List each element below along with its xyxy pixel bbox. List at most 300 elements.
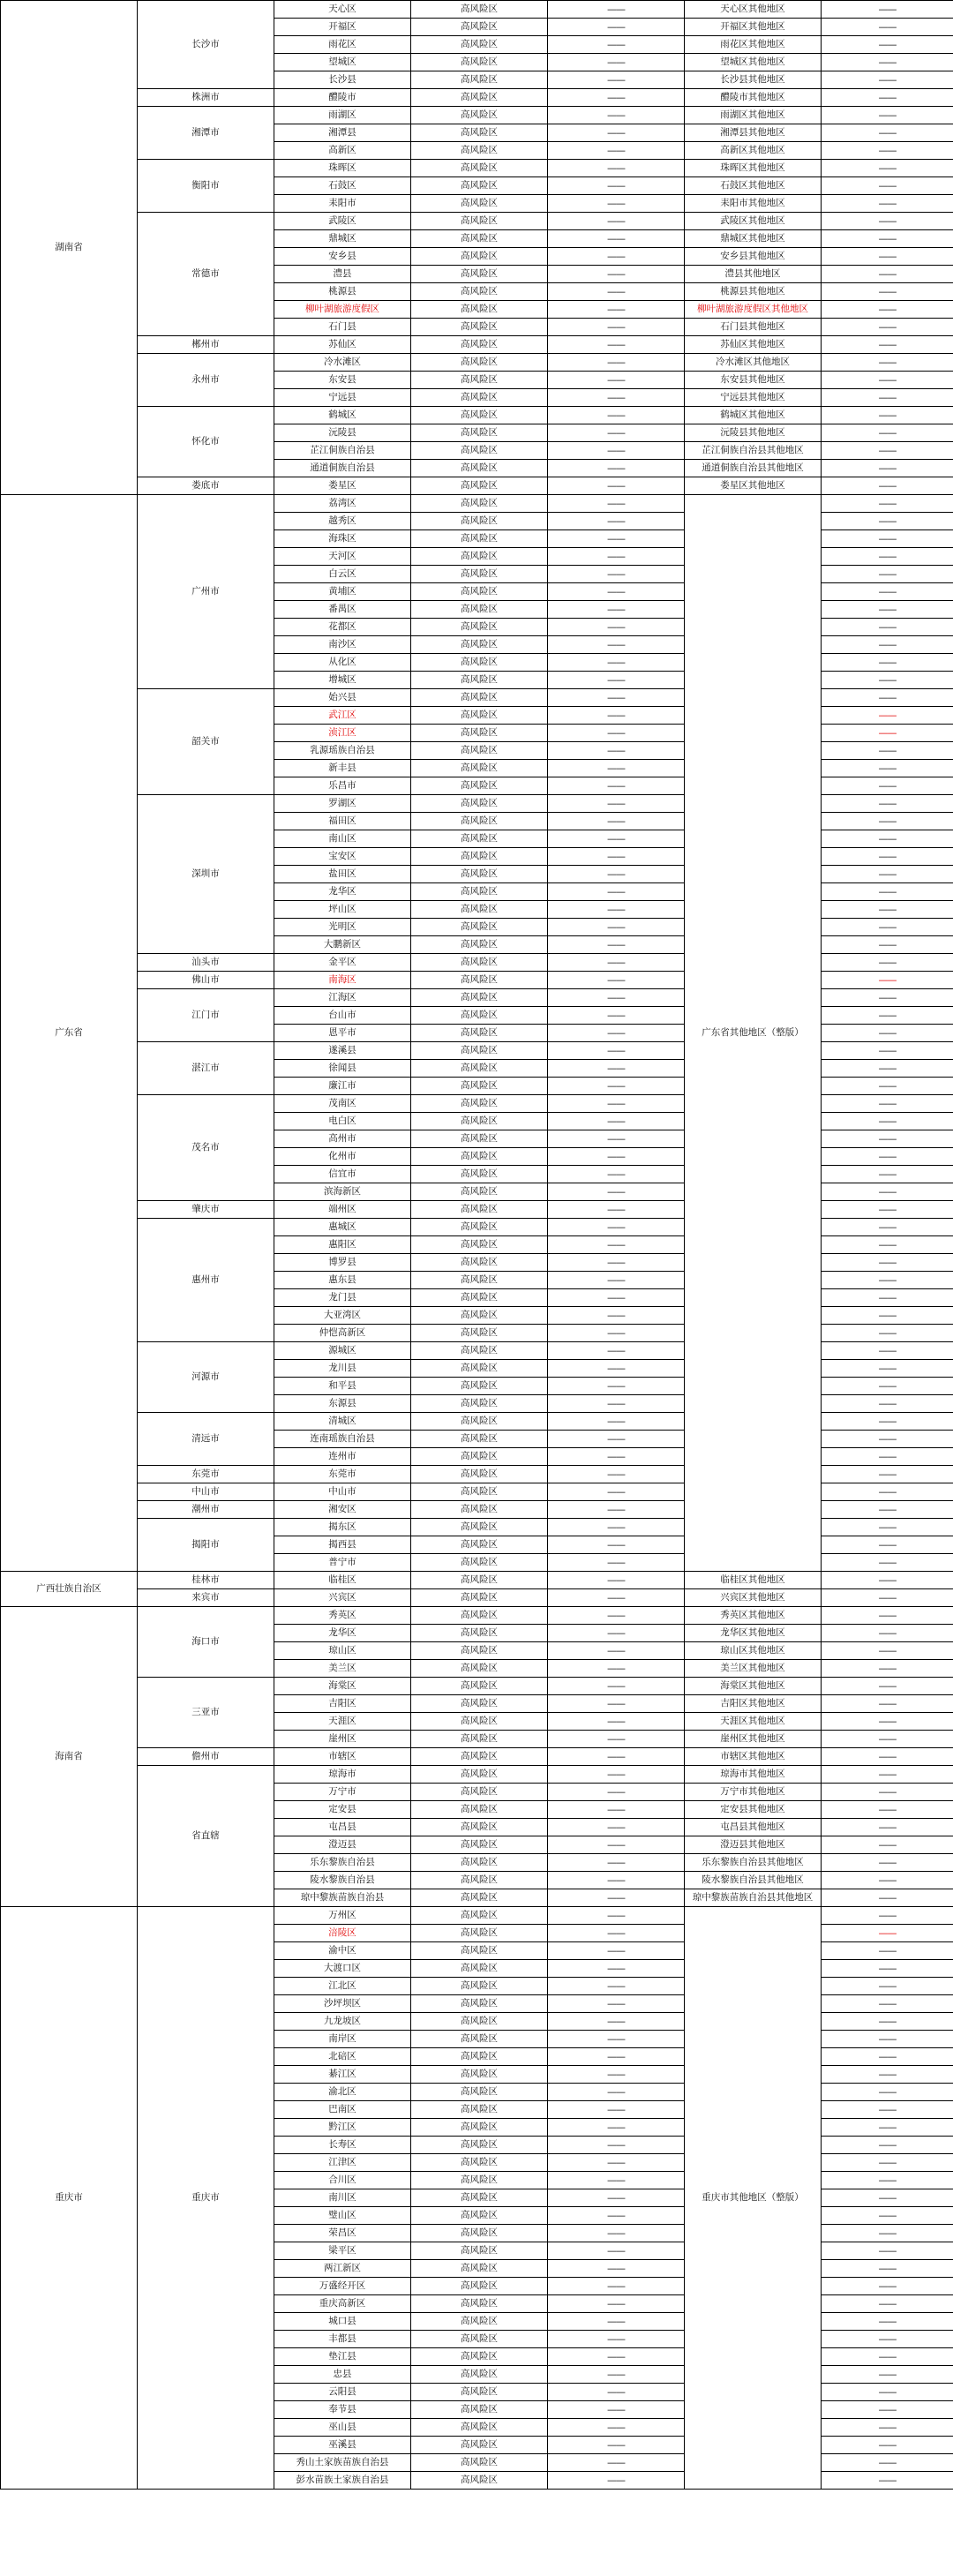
dash-cell: —— (822, 2137, 953, 2154)
risk-level-cell: 高风险区 (411, 601, 548, 619)
district-cell: 鼎城区 (274, 230, 411, 248)
risk-level-cell: 高风险区 (411, 725, 548, 742)
dash-cell: —— (548, 1660, 685, 1678)
dash-cell: —— (548, 654, 685, 672)
risk-level-cell: 高风险区 (411, 230, 548, 248)
risk-level-cell: 高风险区 (411, 1925, 548, 1942)
other-area-cell: 柳叶湖旅游度假区其他地区 (685, 301, 822, 319)
district-cell: 綦江区 (274, 2066, 411, 2084)
risk-level-cell: 高风险区 (411, 1731, 548, 1748)
province-cell: 广西壮族自治区 (1, 1572, 138, 1607)
table-row (1, 1678, 953, 1695)
district-cell: 宁远县 (274, 389, 411, 407)
dash-cell: —— (822, 2366, 953, 2384)
other-area-cell: 临桂区其他地区 (685, 1572, 822, 1589)
dash-cell: —— (822, 1448, 953, 1466)
district-cell: 琼海市 (274, 1766, 411, 1784)
dash-cell: —— (822, 919, 953, 936)
risk-level-cell: 高风险区 (411, 1148, 548, 1166)
table-row (1, 495, 953, 513)
dash-cell: —— (548, 2172, 685, 2189)
other-area-cell: 吉阳区其他地区 (685, 1695, 822, 1713)
other-area-cell: 琼山区其他地区 (685, 1642, 822, 1660)
dash-cell: —— (822, 1413, 953, 1431)
dash-cell: —— (548, 283, 685, 301)
other-area-cell: 琼海市其他地区 (685, 1766, 822, 1784)
district-cell: 娄星区 (274, 477, 411, 495)
risk-level-cell: 高风险区 (411, 866, 548, 883)
dash-cell: —— (822, 1025, 953, 1042)
dash-cell: —— (548, 1854, 685, 1872)
city-cell: 湛江市 (138, 1042, 274, 1095)
dash-cell: —— (822, 354, 953, 372)
dash-cell: —— (548, 972, 685, 989)
risk-level-cell: 高风险区 (411, 1378, 548, 1395)
dash-cell: —— (548, 1942, 685, 1960)
city-cell: 怀化市 (138, 407, 274, 477)
other-area-cell: 雨花区其他地区 (685, 36, 822, 54)
risk-level-cell: 高风险区 (411, 848, 548, 866)
dash-cell: —— (822, 883, 953, 901)
dash-cell: —— (548, 2437, 685, 2454)
dash-cell: —— (548, 1448, 685, 1466)
dash-cell: —— (548, 1695, 685, 1713)
dash-cell: —— (548, 1395, 685, 1413)
risk-level-cell: 高风险区 (411, 2366, 548, 2384)
risk-level-cell: 高风险区 (411, 2225, 548, 2242)
risk-level-cell: 高风险区 (411, 2419, 548, 2437)
dash-cell: —— (822, 2331, 953, 2348)
dash-cell: —— (822, 248, 953, 266)
dash-cell: —— (548, 1166, 685, 1183)
district-cell: 新丰县 (274, 760, 411, 777)
district-cell: 南海区 (274, 972, 411, 989)
dash-cell: —— (822, 424, 953, 442)
table-row (1, 1766, 953, 1784)
dash-cell: —— (548, 1960, 685, 1978)
district-cell: 海珠区 (274, 530, 411, 548)
dash-cell: —— (822, 689, 953, 707)
risk-level-cell: 高风险区 (411, 424, 548, 442)
dash-cell: —— (822, 1819, 953, 1836)
dash-cell: —— (548, 1907, 685, 1925)
risk-level-cell: 高风险区 (411, 2207, 548, 2225)
dash-cell: —— (822, 2437, 953, 2454)
district-cell: 万州区 (274, 1907, 411, 1925)
other-area-cell: 长沙县其他地区 (685, 71, 822, 89)
district-cell: 秀山土家族苗族自治县 (274, 2454, 411, 2472)
district-cell: 长寿区 (274, 2137, 411, 2154)
dash-cell: —— (548, 2419, 685, 2437)
district-cell: 定安县 (274, 1801, 411, 1819)
table-row (1, 477, 953, 495)
dash-cell: —— (822, 1254, 953, 1272)
district-cell: 渝北区 (274, 2084, 411, 2101)
risk-level-cell: 高风险区 (411, 1907, 548, 1925)
dash-cell: —— (548, 1431, 685, 1448)
dash-cell: —— (548, 2066, 685, 2084)
district-cell: 清城区 (274, 1413, 411, 1431)
district-cell: 江津区 (274, 2154, 411, 2172)
province-cell: 湖南省 (1, 1, 138, 495)
dash-cell: —— (548, 1307, 685, 1325)
dash-cell: —— (548, 2084, 685, 2101)
other-area-cell: 高新区其他地区 (685, 142, 822, 160)
city-cell: 海口市 (138, 1607, 274, 1678)
dash-cell: —— (548, 107, 685, 124)
risk-level-cell: 高风险区 (411, 813, 548, 830)
dash-cell: —— (822, 1236, 953, 1254)
dash-cell: —— (822, 1466, 953, 1483)
dash-cell: —— (548, 1978, 685, 1995)
dash-cell: —— (822, 1731, 953, 1748)
dash-cell: —— (822, 1148, 953, 1166)
risk-level-cell: 高风险区 (411, 1307, 548, 1325)
district-cell: 湘潭县 (274, 124, 411, 142)
risk-level-cell: 高风险区 (411, 1678, 548, 1695)
dash-cell: —— (548, 1095, 685, 1113)
risk-level-cell: 高风险区 (411, 2472, 548, 2490)
dash-cell: —— (548, 1078, 685, 1095)
dash-cell: —— (548, 2154, 685, 2172)
risk-level-cell: 高风险区 (411, 1183, 548, 1201)
dash-cell: —— (548, 1289, 685, 1307)
city-cell: 省直辖 (138, 1766, 274, 1907)
risk-level-cell: 高风险区 (411, 71, 548, 89)
district-cell: 连南瑶族自治县 (274, 1431, 411, 1448)
district-cell: 化州市 (274, 1148, 411, 1166)
dash-cell: —— (822, 1748, 953, 1766)
dash-cell: —— (822, 1589, 953, 1607)
risk-level-cell: 高风险区 (411, 283, 548, 301)
district-cell: 乐昌市 (274, 777, 411, 795)
dash-cell: —— (822, 2278, 953, 2295)
table-row (1, 1748, 953, 1766)
dash-cell: —— (548, 1995, 685, 2013)
dash-cell: —— (548, 742, 685, 760)
dash-cell: —— (822, 989, 953, 1007)
dash-cell: —— (548, 2137, 685, 2154)
district-cell: 奉节县 (274, 2401, 411, 2419)
district-cell: 九龙坡区 (274, 2013, 411, 2031)
dash-cell: —— (548, 1589, 685, 1607)
dash-cell: —— (822, 1678, 953, 1695)
district-cell: 北碚区 (274, 2048, 411, 2066)
city-cell: 永州市 (138, 354, 274, 407)
district-cell: 宝安区 (274, 848, 411, 866)
district-cell: 美兰区 (274, 1660, 411, 1678)
dash-cell: —— (548, 89, 685, 107)
risk-level-cell: 高风险区 (411, 160, 548, 177)
dash-cell: —— (822, 601, 953, 619)
district-cell: 湘安区 (274, 1501, 411, 1519)
dash-cell: —— (822, 1130, 953, 1148)
district-cell: 开福区 (274, 19, 411, 36)
risk-level-cell: 高风险区 (411, 89, 548, 107)
district-cell: 璧山区 (274, 2207, 411, 2225)
dash-cell: —— (548, 1501, 685, 1519)
district-cell: 万宁市 (274, 1784, 411, 1801)
other-area-cell: 秀英区其他地区 (685, 1607, 822, 1625)
district-cell: 南川区 (274, 2189, 411, 2207)
dash-cell: —— (548, 354, 685, 372)
dash-cell: —— (548, 1148, 685, 1166)
dash-cell: —— (822, 795, 953, 813)
dash-cell: —— (548, 1113, 685, 1130)
dash-cell: —— (548, 1413, 685, 1431)
dash-cell: —— (548, 2189, 685, 2207)
dash-cell: —— (548, 707, 685, 725)
table-row (1, 1607, 953, 1625)
dash-cell: —— (548, 548, 685, 566)
dash-cell: —— (548, 866, 685, 883)
risk-level-cell: 高风险区 (411, 407, 548, 424)
dash-cell: —— (548, 583, 685, 601)
district-cell: 耒阳市 (274, 195, 411, 213)
province-cell: 海南省 (1, 1607, 138, 1907)
risk-level-cell: 高风险区 (411, 919, 548, 936)
risk-level-cell: 高风险区 (411, 689, 548, 707)
district-cell: 长沙县 (274, 71, 411, 89)
dash-cell: —— (548, 71, 685, 89)
district-cell: 普宁市 (274, 1554, 411, 1572)
risk-level-cell: 高风险区 (411, 742, 548, 760)
dash-cell: —— (822, 495, 953, 513)
table-row (1, 354, 953, 372)
risk-level-cell: 高风险区 (411, 636, 548, 654)
city-cell: 韶关市 (138, 689, 274, 795)
risk-level-cell: 高风险区 (411, 213, 548, 230)
risk-level-cell: 高风险区 (411, 1042, 548, 1060)
dash-cell: —— (548, 442, 685, 460)
dash-cell: —— (822, 1536, 953, 1554)
dash-cell: —— (822, 2348, 953, 2366)
dash-cell: —— (548, 2366, 685, 2384)
dash-cell: —— (822, 1854, 953, 1872)
dash-cell: —— (822, 460, 953, 477)
risk-level-cell: 高风险区 (411, 2384, 548, 2401)
risk-level-cell: 高风险区 (411, 266, 548, 283)
dash-cell: —— (822, 936, 953, 954)
district-cell: 巫溪县 (274, 2437, 411, 2454)
dash-cell: —— (548, 2031, 685, 2048)
risk-level-cell: 高风险区 (411, 354, 548, 372)
dash-cell: —— (548, 1607, 685, 1625)
risk-level-cell: 高风险区 (411, 54, 548, 71)
district-cell: 合川区 (274, 2172, 411, 2189)
dash-cell: —— (822, 1, 953, 19)
risk-level-cell: 高风险区 (411, 1219, 548, 1236)
dash-cell: —— (548, 160, 685, 177)
risk-level-cell: 高风险区 (411, 548, 548, 566)
district-cell: 涪陵区 (274, 1925, 411, 1942)
table-row (1, 213, 953, 230)
dash-cell: —— (822, 195, 953, 213)
dash-cell: —— (822, 124, 953, 142)
province-cell: 广东省 (1, 495, 138, 1572)
dash-cell: —— (822, 1836, 953, 1854)
dash-cell: —— (548, 319, 685, 336)
other-area-cell: 望城区其他地区 (685, 54, 822, 71)
dash-cell: —— (822, 1501, 953, 1519)
dash-cell: —— (822, 1060, 953, 1078)
dash-cell: —— (822, 1995, 953, 2013)
risk-level-cell: 高风险区 (411, 1572, 548, 1589)
district-cell: 江海区 (274, 989, 411, 1007)
dash-cell: —— (548, 195, 685, 213)
dash-cell: —— (822, 972, 953, 989)
dash-cell: —— (548, 36, 685, 54)
dash-cell: —— (548, 336, 685, 354)
dash-cell: —— (822, 1660, 953, 1678)
city-cell: 长沙市 (138, 1, 274, 89)
dash-cell: —— (822, 389, 953, 407)
province-cell: 重庆市 (1, 1907, 138, 2490)
district-cell: 澄迈县 (274, 1836, 411, 1854)
other-area-cell: 醴陵市其他地区 (685, 89, 822, 107)
district-cell: 仲恺高新区 (274, 1325, 411, 1342)
dash-cell: —— (822, 742, 953, 760)
dash-cell: —— (548, 2101, 685, 2119)
district-cell: 武江区 (274, 707, 411, 725)
risk-level-cell: 高风险区 (411, 760, 548, 777)
district-cell: 天河区 (274, 548, 411, 566)
dash-cell: —— (822, 1183, 953, 1201)
risk-level-cell: 高风险区 (411, 2013, 548, 2031)
city-cell: 揭阳市 (138, 1519, 274, 1572)
dash-cell: —— (548, 407, 685, 424)
district-cell: 丰都县 (274, 2331, 411, 2348)
district-cell: 惠城区 (274, 1219, 411, 1236)
risk-level-cell: 高风险区 (411, 530, 548, 548)
dash-cell: —— (548, 1025, 685, 1042)
city-cell: 娄底市 (138, 477, 274, 495)
other-area-merged-cell: 重庆市其他地区（整版） (685, 1907, 822, 2490)
district-cell: 两江新区 (274, 2260, 411, 2278)
risk-level-cell: 高风险区 (411, 2048, 548, 2066)
risk-level-cell: 高风险区 (411, 495, 548, 513)
risk-level-cell: 高风险区 (411, 1519, 548, 1536)
dash-cell: —— (822, 336, 953, 354)
district-cell: 博罗县 (274, 1254, 411, 1272)
district-cell: 巫山县 (274, 2419, 411, 2437)
risk-level-cell: 高风险区 (411, 1289, 548, 1307)
dash-cell: —— (822, 89, 953, 107)
dash-cell: —— (822, 725, 953, 742)
risk-level-cell: 高风险区 (411, 372, 548, 389)
district-cell: 遂溪县 (274, 1042, 411, 1060)
dash-cell: —— (822, 2242, 953, 2260)
risk-level-cell: 高风险区 (411, 1554, 548, 1572)
risk-level-cell: 高风险区 (411, 883, 548, 901)
risk-level-cell: 高风险区 (411, 195, 548, 213)
dash-cell: —— (548, 566, 685, 583)
risk-level-cell: 高风险区 (411, 654, 548, 672)
district-cell: 金平区 (274, 954, 411, 972)
dash-cell: —— (822, 319, 953, 336)
dash-cell: —— (822, 36, 953, 54)
district-cell: 苏仙区 (274, 336, 411, 354)
dash-cell: —— (548, 19, 685, 36)
city-cell: 衡阳市 (138, 160, 274, 213)
dash-cell: —— (548, 1536, 685, 1554)
dash-cell: —— (822, 2295, 953, 2313)
dash-cell: —— (548, 1254, 685, 1272)
dash-cell: —— (822, 777, 953, 795)
risk-level-cell: 高风险区 (411, 1713, 548, 1731)
dash-cell: —— (822, 2101, 953, 2119)
dash-cell: —— (822, 548, 953, 566)
city-cell: 深圳市 (138, 795, 274, 954)
dash-cell: —— (548, 495, 685, 513)
dash-cell: —— (822, 2313, 953, 2331)
other-area-cell: 鼎城区其他地区 (685, 230, 822, 248)
other-area-cell: 石门县其他地区 (685, 319, 822, 336)
dash-cell: —— (822, 760, 953, 777)
dash-cell: —— (822, 19, 953, 36)
district-cell: 大鹏新区 (274, 936, 411, 954)
risk-level-cell: 高风险区 (411, 1254, 548, 1272)
dash-cell: —— (822, 1042, 953, 1060)
district-cell: 乳源瑶族自治县 (274, 742, 411, 760)
district-cell: 福田区 (274, 813, 411, 830)
district-cell: 澧县 (274, 266, 411, 283)
dash-cell: —— (822, 830, 953, 848)
table-row (1, 107, 953, 124)
district-cell: 滨海新区 (274, 1183, 411, 1201)
other-area-cell: 天涯区其他地区 (685, 1713, 822, 1731)
risk-level-cell: 高风险区 (411, 1060, 548, 1078)
district-cell: 荣昌区 (274, 2225, 411, 2242)
district-cell: 通道侗族自治县 (274, 460, 411, 477)
other-area-cell: 崖州区其他地区 (685, 1731, 822, 1748)
risk-level-cell: 高风险区 (411, 1095, 548, 1113)
risk-level-cell: 高风险区 (411, 2401, 548, 2419)
dash-cell: —— (548, 954, 685, 972)
risk-level-cell: 高风险区 (411, 1501, 548, 1519)
district-cell: 东源县 (274, 1395, 411, 1413)
risk-level-cell: 高风险区 (411, 1431, 548, 1448)
dash-cell: —— (548, 1466, 685, 1483)
risk-level-cell: 高风险区 (411, 2313, 548, 2331)
risk-level-cell: 高风险区 (411, 2278, 548, 2295)
dash-cell: —— (548, 2207, 685, 2225)
district-cell: 鹤城区 (274, 407, 411, 424)
dash-cell: —— (548, 619, 685, 636)
dash-cell: —— (548, 1731, 685, 1748)
district-cell: 醴陵市 (274, 89, 411, 107)
dash-cell: —— (548, 777, 685, 795)
dash-cell: —— (822, 2454, 953, 2472)
dash-cell: —— (822, 266, 953, 283)
dash-cell: —— (548, 213, 685, 230)
dash-cell: —— (822, 813, 953, 830)
other-area-cell: 定安县其他地区 (685, 1801, 822, 1819)
dash-cell: —— (822, 1201, 953, 1219)
district-cell: 龙华区 (274, 1625, 411, 1642)
dash-cell: —— (822, 1113, 953, 1130)
risk-level-cell: 高风险区 (411, 1272, 548, 1289)
district-cell: 和平县 (274, 1378, 411, 1395)
district-cell: 沅陵县 (274, 424, 411, 442)
other-area-cell: 澧县其他地区 (685, 266, 822, 283)
risk-level-cell: 高风险区 (411, 1466, 548, 1483)
dash-cell: —— (548, 372, 685, 389)
dash-cell: —— (548, 301, 685, 319)
district-cell: 连州市 (274, 1448, 411, 1466)
dash-cell: —— (548, 2013, 685, 2031)
risk-level-cell: 高风险区 (411, 2260, 548, 2278)
